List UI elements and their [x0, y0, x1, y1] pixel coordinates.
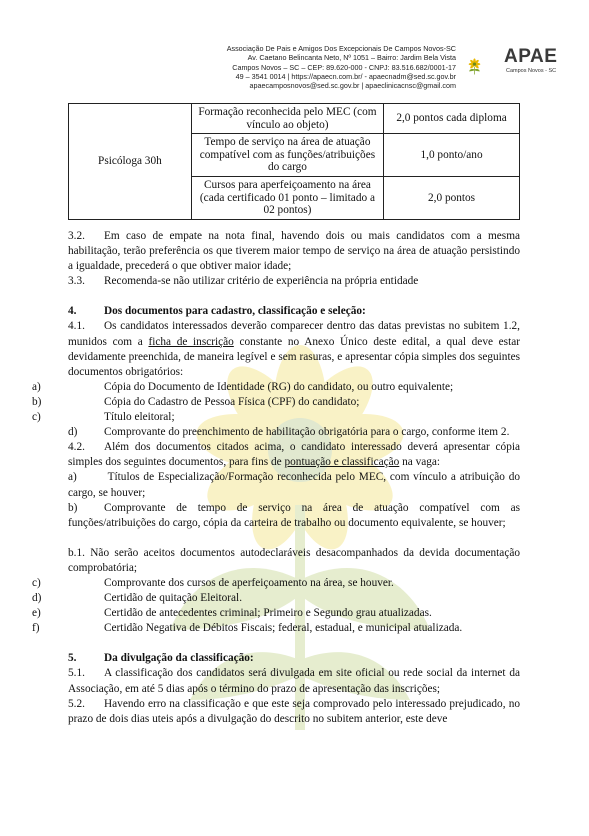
list-letter: d) [68, 426, 78, 439]
apae-logo-icon [468, 42, 504, 92]
list-text: Certidão de antecedentes criminal; Primeiro e Segundo grau atualizadas. [104, 607, 432, 620]
table-row [69, 104, 520, 134]
logo-subtitle: Campos Novos - SC [506, 68, 557, 74]
section-number: 4. [68, 305, 77, 318]
paragraph-b1: b.1. Não serão aceitos documentos autodeclaráveis desacompanhados da devida documentação comprobatória; [68, 546, 520, 574]
list-letter: a) [32, 380, 41, 393]
list-text: Comprovante de tempo de serviço na área de atuação compatível com as funções/atribuições do cargo, cópia da carteira de trabalho ou documento equivalente, se houver; [68, 501, 520, 529]
header-line: 49 – 3541 0014 | https://apaecn.com.br/ - apaecnadm@sed.sc.gov.br [235, 71, 456, 81]
item-number: 3.3. [68, 275, 85, 288]
paragraph-5-1 [68, 666, 520, 696]
list-text: Títulos de Especialização/Formação reconhecida pelo MEC, com vínculo a atribuição do cargo, se houver; [68, 471, 520, 499]
document-body [32, 229, 520, 727]
paragraph-4-1 [68, 319, 520, 379]
list-item [32, 410, 520, 425]
role-cell: Psicóloga 30h [69, 104, 192, 220]
paragraph-text: constante no Anexo Único deste edital, a qual deve estar devidamente preenchida, de maneira legível e sem rasuras, e apresentar cópia simples dos seguintes documentos obrigatórios: [68, 335, 520, 378]
header-address-block [126, 44, 456, 90]
list-item [32, 395, 520, 410]
list-letter: b) [32, 395, 42, 408]
paragraph-text: Além dos documentos citados acima, o candidato interessado deverá apresentar cópia simples dos seguintes documentos, para fins de [68, 441, 520, 469]
list-text: Cópia do Documento de Identidade (RG) do candidato, ou outro equivalente; [104, 380, 454, 393]
item-number: 4.1. [68, 320, 85, 333]
section-title: Da divulgação da classificação: [104, 652, 254, 665]
item-number: 4.2. [68, 441, 85, 454]
list-letter: d) [32, 592, 42, 605]
list-item [68, 501, 520, 531]
points-cell: 1,0 ponto/ano [384, 134, 520, 177]
list-text: Título eleitoral; [104, 411, 175, 424]
list-text: Certidão Negativa de Débitos Fiscais; federal, estadual, e municipal atualizada. [104, 622, 463, 635]
paragraph-3-3 [68, 274, 520, 289]
list-text: Comprovante dos cursos de aperfeiçoamento na área, se houver. [104, 576, 394, 589]
list-letter: c) [32, 576, 41, 589]
paragraph-3-2 [68, 229, 520, 274]
list-item [32, 606, 520, 621]
points-cell: 2,0 pontos [384, 177, 520, 220]
header-line: Av. Caetano Belincanta Neto, Nº 1051 – Bairro: Jardim Bela Vista [247, 53, 456, 63]
item-number: 5.1. [68, 667, 85, 680]
criterion-cell: Cursos para aperfeiçoamento na área (cada certificado 01 ponto – limitado a 02 pontos) [191, 177, 383, 220]
list-letter: c) [32, 411, 41, 424]
list-letter: a) [68, 471, 77, 484]
paragraph-text: Recomenda-se não utilizar critério de experiência na própria entidade [104, 275, 419, 288]
paragraph-text: A classificação dos candidatos será divulgada em site oficial ou rede social da internet da Associação, em até 5 dias após o término do prazo de apresentação das inscrições; [68, 667, 520, 695]
item-number: 3.2. [68, 230, 85, 242]
list-letter: b) [68, 501, 78, 514]
scoring-link: pontuação e classificação [284, 456, 400, 469]
list-letter: e) [32, 607, 41, 620]
section-number: 5. [68, 652, 77, 665]
paragraph-text: na vaga: [399, 456, 441, 469]
list-item [68, 425, 520, 440]
paragraph-text: Em caso de empate na nota final, havendo dois ou mais candidatos com a mesma habilitação, terão preferência os que tiverem maior tempo de serviço na área de atuação persistindo a igualdade, precederá o que obtiver maior idade; [68, 230, 520, 273]
criterion-cell: Tempo de serviço na área de atuação compatível com as funções/atribuições do cargo [191, 134, 383, 177]
item-number: 5.2. [68, 697, 85, 710]
list-item [32, 576, 520, 591]
paragraph-5-2 [68, 697, 520, 727]
paragraph-4-2 [68, 440, 520, 470]
list-item [68, 470, 520, 500]
points-cell: 2,0 pontos cada diploma [384, 104, 520, 134]
header-line: apaecamposnovos@sed.sc.gov.br | apaeclinicacnsc@gmail.com [249, 81, 456, 91]
header-line: Associação De Pais e Amigos Dos Excepcionais De Campos Novos-SC [226, 44, 456, 53]
list-item [32, 621, 520, 636]
registration-form-link: ficha de inscrição [148, 335, 234, 348]
list-text: Comprovante do preenchimento de habilitação obrigatória para o cargo, conforme item 2. [104, 426, 510, 439]
list-text: Cópia do Cadastro de Pessoa Física (CPF) do candidato; [104, 395, 360, 408]
paragraph-text: Havendo erro na classificação e que este seja comprovado pelo interessado prejudicado, no prazo de dois dias uteis após a divulgação do descrito no subitem anterior, este deve [68, 697, 520, 725]
criterion-cell: Formação reconhecida pelo MEC (com vínculo ao objeto) [191, 104, 383, 134]
section-5-heading [68, 651, 520, 666]
section-title: Dos documentos para cadastro, classificação e seleção: [104, 305, 366, 318]
header-line: Campos Novos – SC – CEP: 89.620-000 - CNPJ: 83.516.682/0001-17 [232, 62, 456, 72]
list-text: Certidão de quitação Eleitoral. [104, 592, 243, 605]
paragraph-text: Os candidatos interessados deverão comparecer dentro das datas previstas no subitem 1.2, munidos com a [68, 320, 520, 348]
logo-text: APAE [504, 46, 558, 67]
criteria-table [68, 103, 520, 220]
section-4-heading [68, 304, 520, 319]
list-item [32, 591, 520, 606]
list-letter: f) [32, 622, 40, 635]
list-item [32, 380, 520, 395]
